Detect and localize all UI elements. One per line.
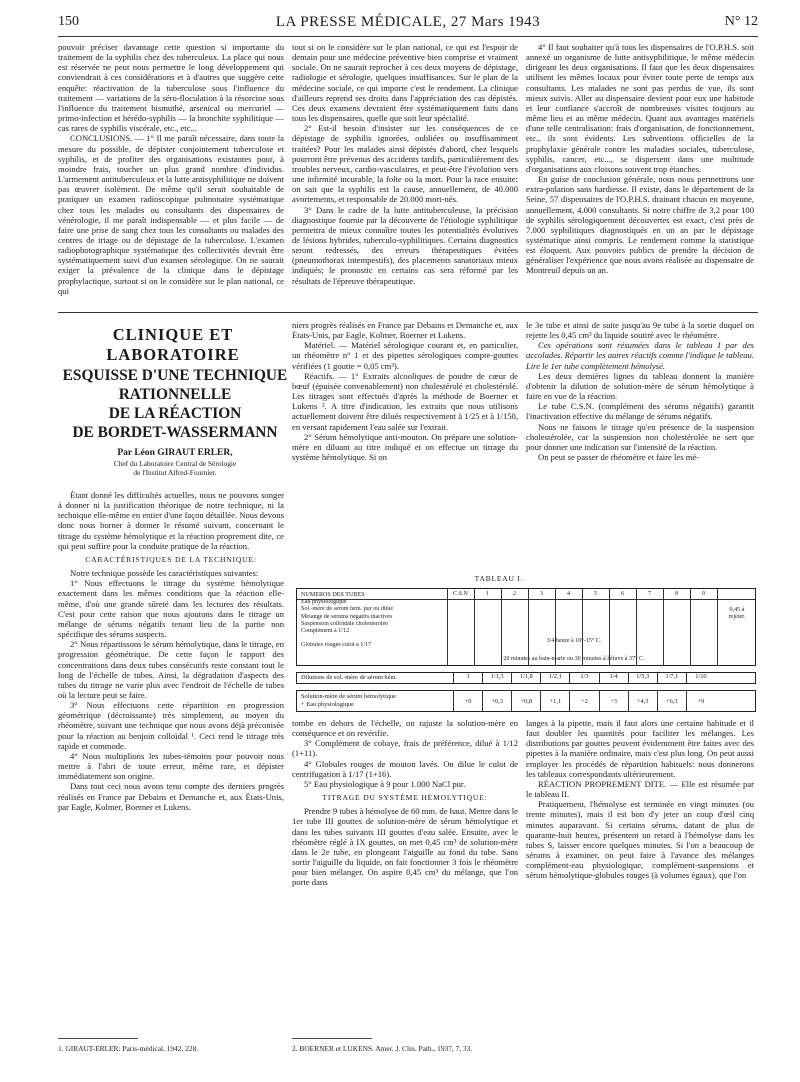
table-cell: +6,3 (657, 691, 686, 711)
paragraph: Étant donné les difficultés actuelles, nous ne pouvons songer à donner ni la justification théorique de notre technique, ni la technique elle-même en entier d'une façon détaillée. Nous devons donc nous borner à donner le résumé suivant, concernant le titrage du système hémolytique et la réaction proprement dite, ce qui peut suffire pour la conduite pratique de la réaction. (58, 490, 284, 551)
paragraph: tout si on le considère sur le plan national, ce qui est l'espoir de demain pour une médecine préventive bien comprise et vraiment sociale. On ne saurait reprocher à ces deux moyens de dépistage, radiologie et sérologie, quelques insuffisances. Sur le plan de la médecine sociale, ce qui importe c'est le rendement. La clinique d'ailleurs reprend ses droits dans l'appréciation des cas dépistés. Ces deux examens devraient être systématiquement faits dans tous les dispensaires, quelle que soit leur spécialité. (292, 42, 518, 124)
table-column-header: 5 (593, 591, 598, 597)
table-column-header: 4 (566, 591, 571, 597)
table-column-divider (582, 589, 583, 665)
dilution-cells (453, 673, 715, 683)
paragraph: On peut se passer de rhéomètre et faire les mé- (538, 452, 700, 463)
table-row-label: Sol.-mère de sérum hém. pur ou dilué (301, 606, 394, 613)
article-column-3-top (526, 320, 754, 570)
table-cell: +4,3 (628, 691, 657, 711)
table-column-header: 9 (701, 591, 706, 597)
solution-row-label: Solution-mère de sérum hémolytique (301, 693, 396, 700)
paragraph: 5° Eau physiologique à 9 pour 1.000 NaCl pur. (304, 778, 466, 789)
affiliation-line: de l'Institut Alfred-Fournier. (133, 467, 217, 477)
table-cell: +9 (686, 691, 715, 711)
paragraph: En guise de conclusion générale, nous nous permettrons une extra-polation sans hardiesse. Il existe, dans le département de la Seine, 57 dispensaires de l'O.P.H.S. drainant chacun en moyenne, annuellement, 4.000 consultants. Si notre chiffre de 3,2 pour 100 de syphilis sérologiquement découvertes est exact, c'est près de 7.000 syphilitiques diagnostiqués en un an par le dépistage systématique ainsi compris. Le rendement comme la statistique est éloquent. Aux pouvoirs publics de prendre la décision de généraliser l'expérience que nous avons réalisée au dispensaire de Montreuil depuis un an. (526, 174, 754, 276)
dilution-row (296, 672, 756, 684)
table-column-header: 3 (539, 591, 544, 597)
paragraph: TITRAGE DU SYSTÈME HÉMOLYTIQUE: (322, 793, 488, 803)
paragraph: Les deux dernières lignes du tableau donnent la manière d'obtenir la dilution de solution-mère de sérum hémolytique à faire en vue de la réaction. (526, 370, 754, 402)
top-column-3 (526, 42, 754, 308)
journal-title: LA PRESSE MÉDICALE, 27 Mars 1943 (275, 14, 541, 30)
paragraph: Notre technique possède les caractéristiques suivantes: (70, 568, 259, 579)
table-row-label: Mélange de sérums négatifs inactivés (301, 613, 393, 620)
article-title-line: DE LA RÉACTION (108, 405, 242, 422)
article-column-3-bottom (526, 718, 754, 1030)
header-rule (58, 36, 758, 37)
paragraph: Dans tout ceci nous avons tenu compte des derniers progrès réalisés en France par Debains et Demanche et, aux États-Unis, par Eagle, Kolmer, Boerner et Lukens. (58, 781, 284, 812)
table-row-label: Eau physiologique (301, 599, 347, 606)
paragraph: 2° Nous répartissons le sérum hémolytique, dans le titrage, en progression géométrique. De cette façon le rapport des concentrations dans deux tubes consécutifs reste constant tout le long de l'échelle de tubes. Ainsi, la dégradation d'aspects des tubes du titrage ne varie plus avec l'endroit de l'échelle de tubes où la lecture peut se faire. (58, 639, 284, 700)
paragraph: 4° Il faut souhaiter qu'à tous les dispensaires de l'O.P.H.S. soit annexé un organisme de lutte antisyphilitique, le même médecin dirigeant les deux organisations. Il faut que les deux dispensaires utilisent les mêmes locaux pour éviter toute perte de temps aux consultants. Les malades ne sont pas perdus de vue, ils sont mieux suivis. Aller au dispensaire devient pour eux une habitude et leur confiance s'accroît de nombreuses visites toujours au même lieu et au même médecin. Quant aux avantages matériels d'une telle centralisation: frais d'organisation, de fonctionnement, etc., ils sont évidents. Les subventions officielles de la prophylaxie générale contre les maladies sociales, tuberculose, syphilis, cancer, etc..., se dispersent dans une multitude d'organisations aux cloisons souvent trop étanches. (526, 42, 754, 174)
table-cell: +0 (453, 691, 482, 711)
author-affiliation (62, 460, 288, 477)
paragraph: RÉACTION PROPREMENT DITE. — Elle est résumée par le tableau II. (526, 778, 754, 800)
table-cell: 1 (453, 673, 482, 683)
article-title-line: RATIONNELLE (118, 386, 232, 403)
article-author: Par Léon GIRAUT ERLER, (117, 448, 233, 458)
table-column-header: C.S.N (453, 591, 468, 597)
paragraph: 3° Nous effectuons cette répartition en progression géométrique (décroissante) très simplement, au moyen du rhéomètre, suivant une technique que nous avons déjà préconisée pour la réaction au benjoin colloïdal ¹. Ceci rend le titrage très rapide et commode. (58, 700, 284, 751)
table-row-label: Complément à 1/12 (301, 628, 350, 635)
page-number: 150 (58, 14, 79, 29)
article-title-line: ESQUISSE D'UNE TECHNIQUE (62, 367, 288, 384)
paragraph: CARACTÉRISTIQUES DE LA TECHNIQUE: (85, 554, 257, 564)
paragraph: Ces opérations sont résumées dans le tableau I par des accolades. Répartir les autres réactifs comme l'indique le tableau. Lire le 1er tube complètement hémolysé. (526, 340, 754, 371)
table-row-label: Suspension colloïdale cholestérolée (301, 620, 388, 627)
paragraph: Le tube C.S.N. (complément des sérums négatifs) garantit l'inactivation effective du mélange de sérums négatifs. (526, 401, 754, 422)
paragraph: CONCLUSIONS. — 1° Il me paraît nécessaire, dans toute la mesure du possible, de dépister conjointement tuberculose et syphilis, et de profiter des organisations existantes pour, à moindre frais, toucher un plus grand nombre d'individus. L'armement antituberculeux et la lutte antisyphilitique ne doivent pas œuvrer isolément. De même qu'il serait souhaitable de pratiquer un examen radioscopique pulmonaire systématique chez tous les malades ou consultants des dispensaires de vénérologie, il me paraît indispensable — et plus facile — de faire une prise de sang chez tous les consultants ou malades des centres de triage ou de dépistage de la tuberculose. L'examen radiophotographique systématique des collectivités devrait être systématiquement suivi d'un examen sérologique. On ne saurait exiger la prévalence de la clinique dans le dépistage prophylactique, surtout si on le considère sur le plan national, ce qui (58, 133, 284, 296)
solution-row-label: + Eau physiologique (301, 701, 354, 708)
incubation-note-2: 20 minutes au bain-marie ou 30 minutes à l'étuve à 37° C. (503, 656, 645, 662)
table-cell: 1/3 (569, 673, 598, 683)
table-header-label: NUMÉROS DES TUBES (301, 592, 365, 598)
paragraph: Matériel. — Matériel sérologique courant et, en particulier, un rhéomètre n° 1 et des pipettes sérologiques compte-gouttes vérifiées (1 goutte = 0,05 cm³). (292, 340, 518, 371)
table-column-divider (447, 589, 448, 665)
table-row-labels (301, 592, 447, 649)
paragraph: le 3e tube et ainsi de suite jusqu'au 9e tube à la sortie duquel on rejette les 0,45 cm³ du liquide soutiré avec le rhéomètre. (526, 320, 754, 341)
paragraph: Réactifs. — 1° Extraits alcooliques de poudre de cœur de bœuf (épuisée convenablement) non cholestérolé et cholestérolé. Les titrages sont effectués d'après la méthode de Boerner et Lukens ². A titre d'indication, les extraits que nous utilisons actuellement doivent être dilués respectivement à 1/25 et à 1/150, en versant rapidement l'eau salée sur l'extrait. (292, 370, 518, 432)
top-column-2 (292, 42, 518, 308)
footnote-1: 1. GIRAUT-ERLER: Paris-médical, 1942, 228. (58, 1044, 199, 1053)
issue-number: N° 12 (724, 14, 758, 29)
table-1 (296, 588, 756, 666)
table-cell: +0,8 (511, 691, 540, 711)
table-column-divider (690, 589, 691, 665)
table-cell: +1,1 (540, 691, 569, 711)
table-column-divider (528, 589, 529, 665)
table-cell: +3 (599, 691, 628, 711)
table-header-rule (297, 599, 755, 600)
solution-row (296, 690, 756, 712)
table-cell: 1/10 (686, 673, 715, 683)
table-cell: 1/5,3 (628, 673, 657, 683)
table-column-divider (663, 589, 664, 665)
paragraph: 3° Dans le cadre de la lutte antituberculeuse, la précision diagnostique fournie par la découverte de l'étiologie syphilitique permettra de mieux connaître toutes les potentialités évolutives de lésions hybrides, tuberculo-syphilitiques. Certains diagnostics seront redressés, des erreurs thérapeutiques évitées (pneumothorax intempestifs), des placements sanatoriaux mieux indiqués; le pronostic en certains cas sera réformé par les résultats de l'épreuve thérapeutique. (292, 204, 518, 286)
paragraph: pouvoir préciser davantage cette question si importante du traitement de la syphilis chez des tuberculeux. La place qui nous est réservée ne peut nous permettre le long développement qui conviendrait à ces considérations et à d'autres que suggère cette enquête: réactivation de la tuberculose sous l'influence du traitement — variations de la séro-floculation à la résorcine sous l'influence du traitement bismuthé, arsenical ou mercuriel — primo-infection et hérédo-syphilis — la bronchite syphilitique — cas rares de syphilis viscérale, etc., etc... (58, 42, 284, 134)
reject-note: 0,45 à rejeter. (728, 607, 746, 621)
paragraph: Pratiquement, l'hémolyse est terminée en vingt minutes (ou trente minutes), mais il est bon d'y jeter un coup d'œil cinq minutes auparavant. Si certains sérums, datant de plus de quarante-huit heures, présentent un retard à l'hémolyse dans les tubes S, laisser encore quelques minutes. Si l'on a beaucoup de sérums à examiner, on peut faire à l'avance des mélanges complément-eau physiologique, complément-suspensions et sérum hémolytique-globules rouges (à volumes égaux), que l'on (526, 799, 754, 881)
table-cell: 1/2,1 (540, 673, 569, 683)
article-title-line: DE BORDET-WASSERMANN (72, 424, 278, 441)
table-cell: 1/4 (599, 673, 628, 683)
paragraph: langes à la pipette, mais il faut alors une certaine habitude et il faut doubler les quantités pour faciliter les mélanges. Les distributions par gouttes peuvent évidemment être faites avec des pipettes à la manière ordinaire, mais c'est plus long. On peut aussi employer les procédés de répartition habituels: nous donnerons les tableaux correspondants ultérieurement. (526, 718, 754, 779)
table-column-header: 8 (674, 591, 679, 597)
table-column-divider (501, 589, 502, 665)
affiliation-line: Chef du Laboratoire Central de Sérologie (113, 459, 237, 468)
table-column-divider (636, 589, 637, 665)
table-column-divider (717, 589, 718, 665)
table-column-divider (474, 589, 475, 665)
paragraph: 2° Sérum hémolytique anti-mouton. On prépare une solution-mère en diluant au titre indiqué et on effectue un titrage du système hémolytique. Si on (292, 431, 518, 463)
footnote-rule (58, 1038, 138, 1039)
table-cell: 1/7,1 (657, 673, 686, 683)
paragraph: Nous ne faisons le titrage qu'en présence de la suspension cholestérolée, car la suspension non cholestérolée ne sert que pour donner une indication sur l'intensité de la réaction. (526, 421, 754, 452)
table-cell: +0,3 (482, 691, 511, 711)
table-cell: +2 (569, 691, 598, 711)
paragraph: Prendre 9 tubes à hémolyse de 60 mm. de haut. Mettre dans le 1er tube III gouttes de solution-mère de sérum hémolytique et dans les tubes suivants III gouttes d'eau salée. Ensuite, avec le rhéomètre réglé à IX gouttes, on met 0,45 cm³ de solution-mère dans le 2e tube, en plongeant l'aiguille au fond du tube. Sans sortir l'aiguille du liquide, on fait fonctionner 3 fois le rhéomètre pour bien mélanger. On aspire 0,45 cm³ du mélange, que l'on porte dans (292, 806, 518, 888)
table-column-divider (555, 589, 556, 665)
paragraph: 2° Est-il besoin d'insister sur les conséquences de ce dépistage de syphilis ignorées, oubliées ou insuffisamment traitées? Pour les malades ainsi dépistés d'abord, chez lesquels pourront être prévenus des accidents tardifs, particulièrement des troubles nerveux, cardio-vasculaires, et peut-être l'évolution vers une infirmité incurable, la folie ou la mort. Pour la race ensuite: on sait que la syphilis est la cause, annuellement, de 40.000 avortements, et responsable de 20.000 mort-nés. (292, 123, 518, 205)
table-cell: 1/1,8 (511, 673, 540, 683)
table-title: TABLEAU I. (474, 574, 524, 583)
table-column-header: 1 (485, 591, 490, 597)
table-row-label: Globules rouges culot à 1/17 (301, 642, 372, 649)
paragraph: niers progrès réalisés en France par Debains et Demanche et, aux États-Unis, par Eagle, Kolmer, Boerner et Lukens. (292, 320, 518, 341)
table-column-divider (609, 589, 610, 665)
footnote-rule (292, 1038, 372, 1039)
paragraph: 4° Nous multiplions les tubes-témoins pour pouvoir nous mettre à l'abri de toute erreur, même rare, et dépister immédiatement son origine. (58, 750, 284, 782)
paragraph: 1° Nous effectuons le titrage du système hémolytique exactement dans les mêmes conditions que la réaction elle-même, d'où une grande sûreté dans les lectures des résultats. C'est pour cette raison que nous ajoutons dans le titrage un mélange de sérums négatifs tenant lieu de la partie non spécifique des sérums suspects. (58, 578, 284, 640)
section-heading: CLINIQUE ET LABORATOIRE (106, 325, 240, 364)
page-header (58, 14, 758, 36)
section-rule (58, 312, 758, 313)
table-cell: 1/1,3 (482, 673, 511, 683)
incubation-note-1: 3/4 heure à 10°-15° C. (546, 638, 602, 644)
article-title (62, 366, 288, 442)
table-column-header: 7 (647, 591, 652, 597)
top-column-1 (58, 42, 284, 308)
paragraph: 4° Globules rouges de mouton lavés. On dilue le culot de centrifugation à 1/17 (1+16). (292, 758, 518, 779)
paragraph: tombe en dehors de l'échelle, on rajuste la solution-mère en conséquence et on revérifie. (292, 718, 518, 739)
article-column-2-top (292, 320, 518, 570)
table-column-header: 2 (512, 591, 517, 597)
footnote-2: 2. BOERNER et LUKENS. Amer. J. Clin. Path., 1937, 7, 33. (292, 1044, 473, 1053)
article-column-2-bottom (292, 718, 518, 1030)
dilution-row-label: Dilutions de sol.-mère de sérum hém. (301, 674, 398, 681)
article-column-1 (58, 490, 284, 1030)
table-column-header: 6 (620, 591, 625, 597)
paragraph: 3° Complément de cobaye, frais de préférence, dilué à 1/12 (1+11). (292, 738, 518, 759)
solution-cells (453, 691, 715, 711)
